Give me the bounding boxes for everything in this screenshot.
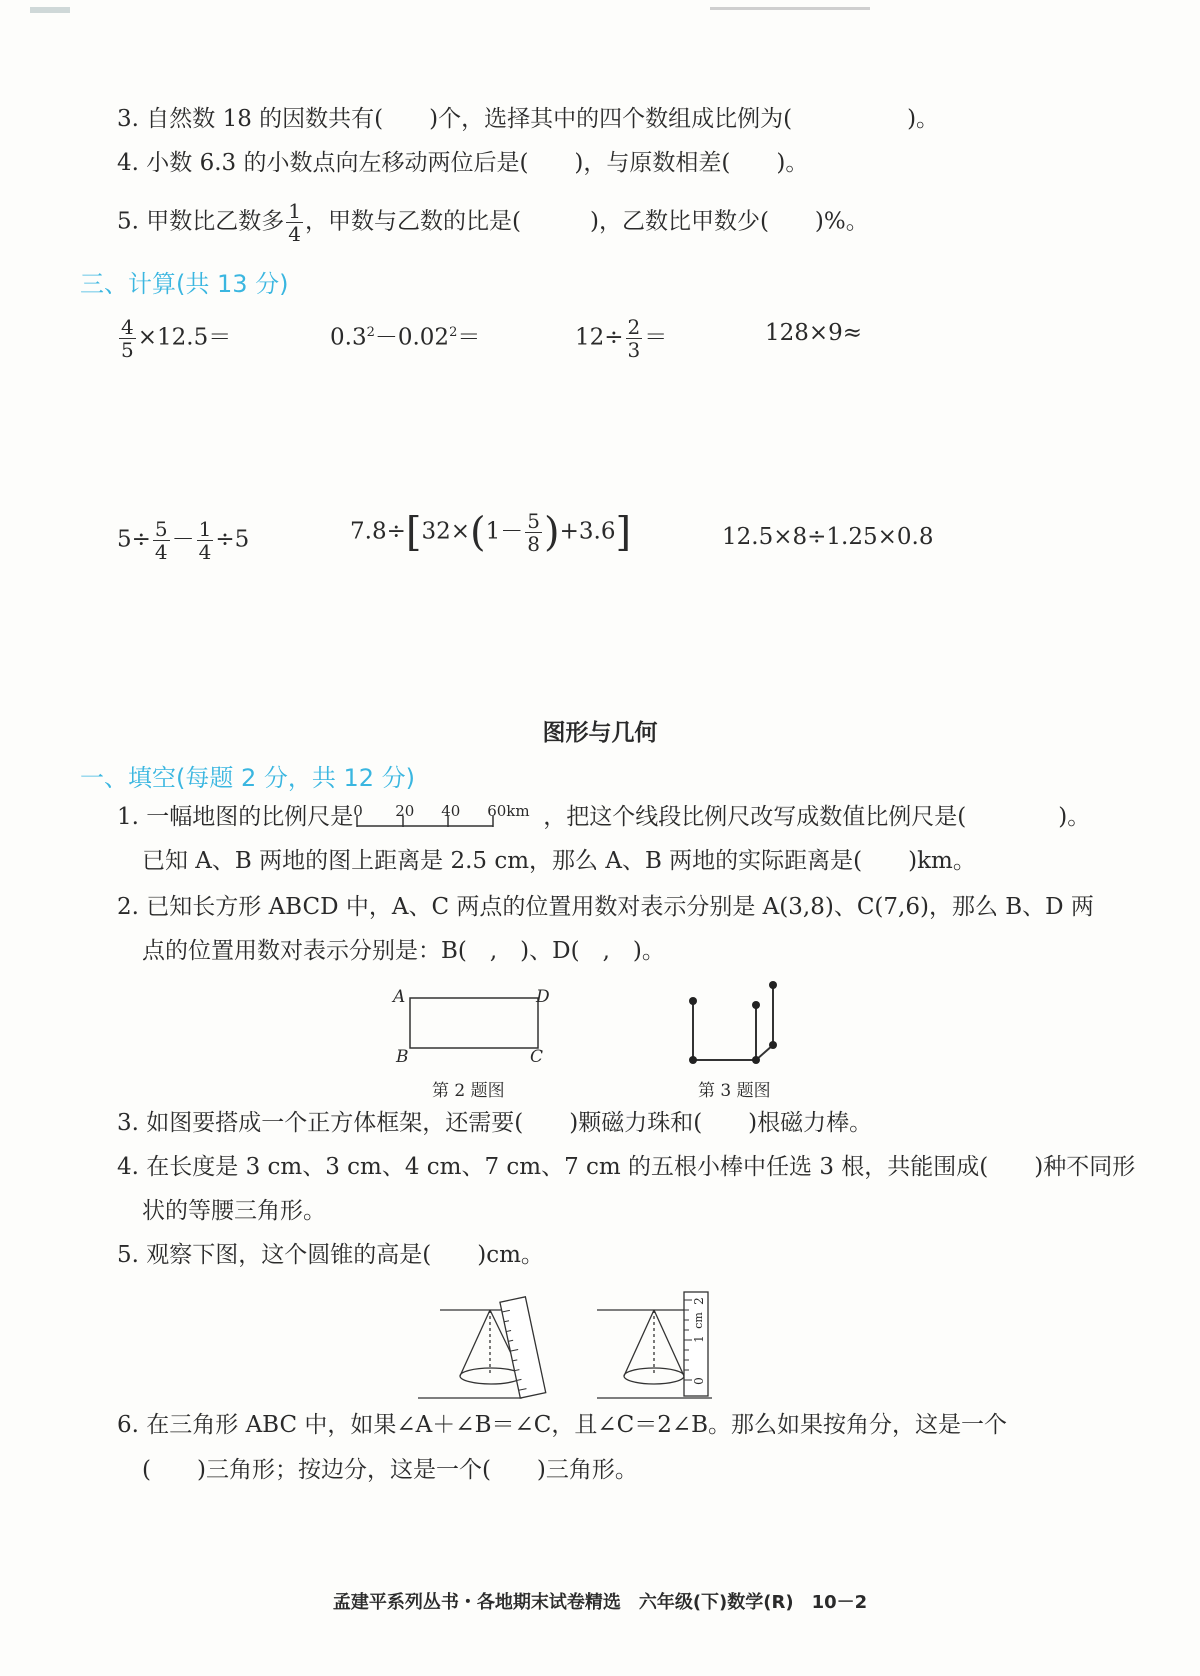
calc-a-num: 4	[121, 315, 134, 339]
q5-fraction	[286, 200, 303, 245]
calc-e-mid: －	[171, 526, 195, 553]
top-scan-edge	[30, 0, 880, 8]
geometry-title: 图形与几何	[542, 720, 658, 746]
section-calc-title: 三、计算(共 13 分)	[80, 270, 289, 298]
calc-f-a: 32×	[421, 518, 471, 545]
calc-c-fraction	[626, 316, 643, 361]
scale-label-0: 0	[353, 802, 363, 820]
calc-b-mid: －0.02	[374, 324, 450, 351]
calc-f-right-paren: )	[544, 509, 560, 556]
calc-b-exp2: 2	[449, 325, 458, 340]
scale-label-40: 40	[441, 802, 461, 820]
question-4: 4. 小数 6.3 的小数点向左移动两位后是( )，与原数相差( )。	[117, 150, 809, 176]
calc-f-left-bracket: [	[405, 509, 422, 556]
calc-e-end: ÷5	[215, 526, 250, 553]
calc-b-end: ＝	[457, 324, 481, 351]
geo-question-3: 3. 如图要搭成一个正方体框架，还需要( )颗磁力珠和( )根磁力棒。	[117, 1110, 873, 1136]
cone-right	[592, 1288, 722, 1403]
calc-c-end: ＝	[644, 324, 668, 351]
g1-prefix: 1. 一幅地图的比例尺是	[117, 804, 354, 830]
calc-e-num2: 1	[198, 517, 212, 541]
calc-g: 12.5×8÷1.25×0.8	[722, 524, 934, 550]
geo-question-6: 6. 在三角形 ABC 中，如果∠A＋∠B＝∠C，且∠C＝2∠B。那么如果按角分，这是一个	[117, 1412, 1008, 1438]
calc-e-num1: 5	[154, 517, 168, 541]
q5-frac-num: 1	[288, 199, 301, 223]
geo-question-1	[117, 802, 1090, 832]
calc-b-exp1: 2	[366, 325, 375, 340]
calc-b	[330, 318, 480, 353]
calc-f	[350, 510, 631, 555]
question-5	[117, 200, 869, 245]
geo-question-6-line2: ( )三角形；按边分，这是一个( )三角形。	[142, 1457, 638, 1483]
figure-3-cube-frame	[680, 975, 790, 1070]
calc-a-rest: ×12.5＝	[137, 324, 232, 351]
calc-e-fraction1	[153, 518, 170, 563]
geo-question-2: 2. 已知长方形 ABCD 中，A、C 两点的位置用数对表示分别是 A(3,8)、C(7,6)，那么 B、D 两	[117, 894, 1094, 920]
calc-a-den: 5	[121, 338, 134, 362]
geo-question-4: 4. 在长度是 3 cm、3 cm、4 cm、7 cm、7 cm 的五根小棒中任选 3 根，共能围成( )种不同形	[117, 1154, 1136, 1180]
geo-question-5: 5. 观察下图，这个圆锥的高是( )cm。	[117, 1242, 544, 1268]
geo-question-4-line2: 状的等腰三角形。	[142, 1198, 326, 1224]
calc-d: 128×9≈	[765, 320, 863, 346]
figure-3-caption: 第 3 题图	[698, 1081, 771, 1101]
calc-f-num: 5	[527, 509, 540, 533]
question-3: 3. 自然数 18 的因数共有( )个，选择其中的四个数组成比例为( )。	[117, 106, 940, 132]
calc-e-den1: 4	[154, 540, 168, 564]
ruler-tick-1: 1	[691, 1335, 706, 1343]
fig2-label-c: C	[530, 1047, 544, 1067]
geo-question-2-line2: 点的位置用数对表示分别是：B( , )、D( , )。	[142, 938, 665, 964]
calc-c	[575, 316, 667, 361]
fig2-label-a: A	[393, 987, 406, 1007]
cone-left	[410, 1288, 560, 1403]
calc-f-fraction	[525, 510, 542, 555]
page-footer: 孟建平系列丛书・各地期末试卷精选 六年级(下)数学(R) 10－2	[332, 1592, 868, 1613]
ruler-tick-2: 2	[691, 1297, 706, 1305]
figure-5-right	[592, 1288, 722, 1403]
calc-f-right-bracket: ]	[615, 509, 632, 556]
q5-prefix: 5. 甲数比乙数多	[117, 208, 285, 235]
scale-unit: km	[506, 802, 530, 820]
figure-2	[390, 985, 560, 1075]
calc-f-den: 8	[527, 532, 540, 556]
ruler-unit: cm	[691, 1312, 705, 1329]
scale-label-20: 20	[395, 802, 415, 820]
g1-suffix: ，把这个线段比例尺改写成数值比例尺是( )。	[543, 804, 1091, 830]
calc-f-left-paren: (	[470, 509, 486, 556]
geo-question-1-line2: 已知 A、B 两地的图上距离是 2.5 cm，那么 A、B 两地的实际距离是( )km。	[142, 848, 976, 874]
calc-c-pre: 12÷	[575, 324, 624, 351]
calc-a	[117, 316, 231, 361]
calc-f-c: +3.6	[559, 518, 616, 545]
scale-label-60: 60	[487, 802, 507, 820]
fig2-label-d: D	[536, 987, 550, 1007]
figure-5-left	[410, 1288, 560, 1403]
q5-frac-den: 4	[288, 222, 301, 246]
scale-bar	[353, 802, 543, 832]
calc-b-base1: 0.3	[330, 324, 367, 351]
calc-f-pre: 7.8÷	[350, 518, 406, 545]
calc-f-b: 1－	[485, 518, 524, 545]
calc-e-pre: 5÷	[117, 526, 151, 553]
section-fill-title: 一、填空(每题 2 分，共 12 分)	[80, 764, 416, 792]
calc-a-fraction	[119, 316, 136, 361]
calc-e-den2: 4	[198, 540, 212, 564]
q5-suffix: ，甲数与乙数的比是( )，乙数比甲数少( )%。	[305, 208, 869, 235]
calc-c-den: 3	[627, 338, 641, 362]
ruler-tick-0: 0	[691, 1377, 706, 1385]
figure-2-caption: 第 2 题图	[432, 1081, 505, 1101]
fig2-label-b: B	[396, 1047, 409, 1067]
calc-c-num: 2	[627, 315, 641, 339]
calc-e-fraction2	[197, 518, 214, 563]
calc-e	[117, 518, 249, 563]
